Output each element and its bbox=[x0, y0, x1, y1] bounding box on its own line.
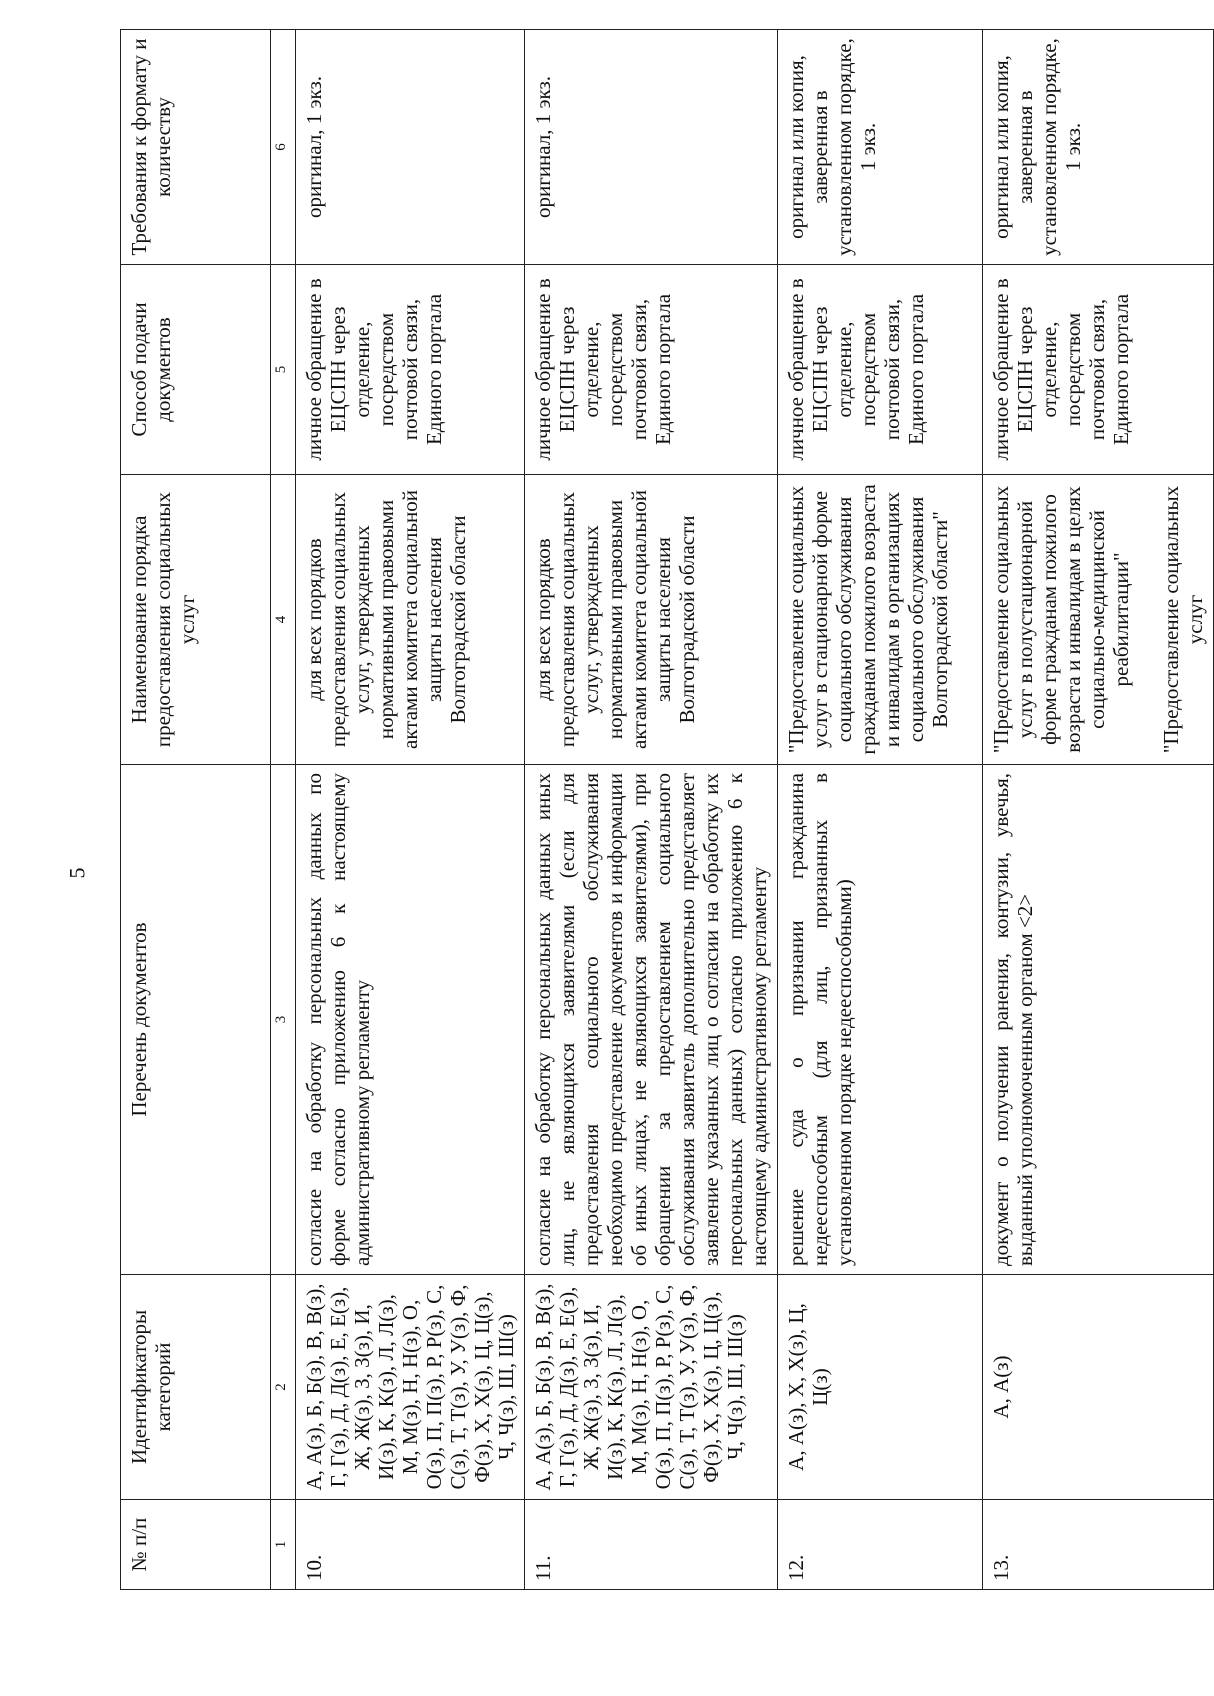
table-row bbox=[983, 30, 1214, 1590]
row-number: 13. bbox=[983, 1500, 1214, 1590]
header-docs: Перечень документов bbox=[121, 765, 271, 1275]
header-ids: Идентификаторы категорий bbox=[121, 1275, 271, 1500]
column-number: 3 bbox=[271, 765, 296, 1275]
documents-table bbox=[120, 29, 1214, 1590]
column-number: 4 bbox=[271, 475, 296, 765]
documents-list: согласие на обработку персональных данных по форме согласно приложению 6 к настоящему административному регламенту bbox=[296, 765, 525, 1275]
row-number: 10. bbox=[296, 1500, 525, 1590]
table-row bbox=[296, 30, 525, 1590]
column-number: 2 bbox=[271, 1275, 296, 1500]
page-number: 5 bbox=[64, 867, 90, 879]
category-ids: А, А(з), Б, Б(з), В, В(з), Г, Г(з), Д, Д(з), Е, Е(з), Ж, Ж(з), З, З(з), И, И(з), К, К(з), Л, Л(з), М, М(з), Н, Н(з), О, О(з), П, П(з), Р, Р(з), С, С(з), Т, Т(з), У, У(з), Ф, Ф(з), Х, Х(з), Ц, Ц(з), Ч, Ч(з), Ш, Ш(з) bbox=[296, 1275, 525, 1500]
category-ids: А, А(з), Х, Х(з), Ц, Ц(з) bbox=[778, 1275, 983, 1500]
column-number-row bbox=[271, 30, 296, 1590]
format-requirements: оригинал или копия, заверенная в установленном порядке, 1 экз. bbox=[778, 30, 983, 265]
procedure-name: для всех порядков предоставления социальных услуг, утвержденных нормативными правовыми актами комитета социальной защиты населения Волгоградской области bbox=[296, 475, 525, 765]
header-row bbox=[121, 30, 271, 1590]
procedure-name-continued: "Предоставление социальных услуг bbox=[1159, 485, 1207, 754]
procedure-name-cell bbox=[983, 475, 1214, 765]
table-row bbox=[778, 30, 983, 1590]
documents-list: согласие на обработку персональных данных иных лиц, не являющихся заявителями (если для предоставления социального обслуживания необходимо представление документов и информации об иных лицах, не являющихся заявителями), при обращении за предоставлением социального обслуживания заявитель дополнительно представляет заявление указанных лиц о согласии на обработку их персональных данных) согласно приложению 6 к настоящему административному регламенту bbox=[525, 765, 778, 1275]
rotated-table-wrapper bbox=[120, 30, 1207, 1590]
submission-method: личное обращение в ЕЦСПН через отделение, посредством почтовой связи, Единого портала bbox=[983, 265, 1214, 475]
format-requirements: оригинал, 1 экз. bbox=[525, 30, 778, 265]
procedure-name: "Предоставление социальных услуг в стационарной форме социального обслуживания гражданам пожилого возраста и инвалидам в организациях социального обслуживания Волгоградской области" bbox=[778, 475, 983, 765]
procedure-name: для всех порядков предоставления социальных услуг, утвержденных нормативными правовыми актами комитета социальной защиты населения Волгоградской области bbox=[525, 475, 778, 765]
format-requirements: оригинал или копия, заверенная в установленном порядке, 1 экз. bbox=[983, 30, 1214, 265]
submission-method: личное обращение в ЕЦСПН через отделение, посредством почтовой связи, Единого портала bbox=[525, 265, 778, 475]
column-number: 5 bbox=[271, 265, 296, 475]
submission-method: личное обращение в ЕЦСПН через отделение, посредством почтовой связи, Единого портала bbox=[296, 265, 525, 475]
header-num: № п/п bbox=[121, 1500, 271, 1590]
header-way: Способ подачи документов bbox=[121, 265, 271, 475]
table-row bbox=[525, 30, 778, 1590]
format-requirements: оригинал, 1 экз. bbox=[296, 30, 525, 265]
documents-list: документ о получении ранения, контузии, увечья, выданный уполномоченным органом <2> bbox=[983, 765, 1214, 1275]
row-number: 12. bbox=[778, 1500, 983, 1590]
column-number: 6 bbox=[271, 30, 296, 265]
documents-list: решение суда о признании гражданина недееспособным (для лиц, признанных в установленном порядке недееспособными) bbox=[778, 765, 983, 1275]
procedure-name: "Предоставление социальных услуг в полустационарной форме гражданам пожилого возраста и инвалидам в целях социально-медицинской реабилитации" bbox=[989, 485, 1133, 754]
row-number: 11. bbox=[525, 1500, 778, 1590]
category-ids: А, А(з) bbox=[983, 1275, 1214, 1500]
submission-method: личное обращение в ЕЦСПН через отделение, посредством почтовой связи, Единого портала bbox=[778, 265, 983, 475]
header-req: Требования к формату и количеству bbox=[121, 30, 271, 265]
category-ids: А, А(з), Б, Б(з), В, В(з), Г, Г(з), Д, Д(з), Е, Е(з), Ж, Ж(з), З, З(з), И, И(з), К, К(з), Л, Л(з), М, М(з), Н, Н(з), О, О(з), П, П(з), Р, Р(з), С, С(з), Т, Т(з), У, У(з), Ф, Ф(з), Х, Х(з), Ц, Ц(з), Ч, Ч(з), Ш, Ш(з) bbox=[525, 1275, 778, 1500]
header-name: Наименование порядка предоставления социальных услуг bbox=[121, 475, 271, 765]
column-number: 1 bbox=[271, 1500, 296, 1590]
